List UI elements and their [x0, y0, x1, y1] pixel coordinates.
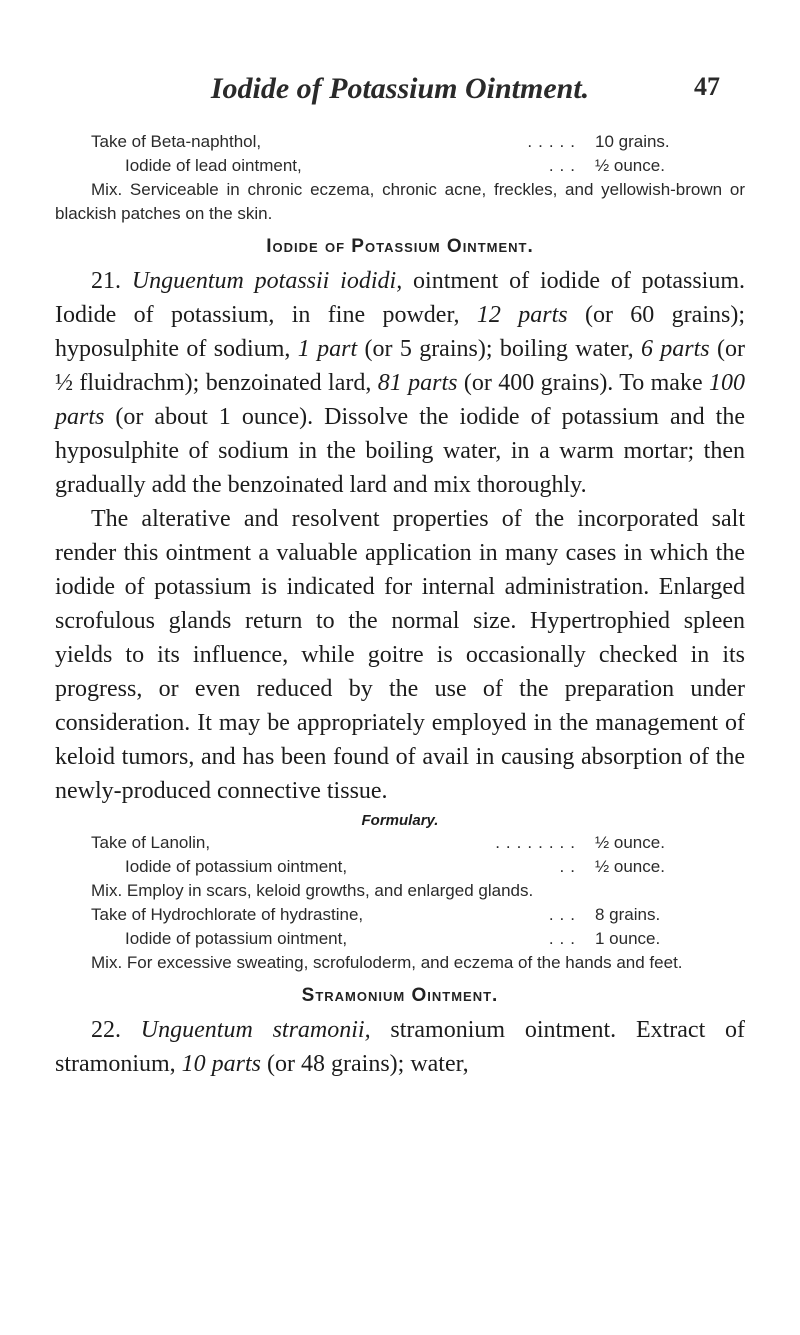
- text-run: (or 5 grains); boiling water,: [357, 336, 641, 362]
- formula-recipe: [55, 831, 745, 975]
- quantity: 10 grains.: [595, 132, 670, 151]
- section-number: 22.: [91, 1017, 121, 1043]
- recipe-line: [55, 130, 745, 154]
- latin-name: Unguentum stramonii,: [140, 1017, 371, 1043]
- quantity: 8 grains.: [595, 905, 661, 924]
- formulary-label: Formulary.: [361, 812, 439, 829]
- italic-run: 1 part: [297, 336, 358, 362]
- text-run: (or 400 grains). To make: [457, 370, 709, 396]
- quantity: ½ ounce.: [595, 156, 665, 175]
- mix-note: Mix. For excessive sweating, scrofuloderm, and eczema of the hands and feet.: [91, 953, 683, 972]
- quantity: 1 ounce.: [595, 929, 661, 948]
- text-run: (or about 1 ounce). Dissolve the iodide of potassium and the hyposulphite of sodium in the boiling water, in a warm mortar; then gradually add the benzoinated lard and mix thoroughly.: [55, 404, 745, 498]
- section-heading: Iodide of Potassium Ointment.: [266, 236, 534, 257]
- italic-run: 81 parts: [377, 370, 458, 396]
- ingredient: Take of Lanolin,: [91, 833, 211, 852]
- quantity: ½ ounce.: [595, 857, 665, 876]
- ingredient: Take of Beta-naphthol,: [91, 132, 262, 151]
- recipe-line: [55, 927, 745, 951]
- recipe-line: [55, 903, 745, 927]
- paragraph: [55, 1013, 745, 1081]
- paragraph: The alterative and resolvent properties of the incorporated salt render this ointment a valuable application in many cases in which the iodide of potassium is indicated for internal administration. Enlarged scrofulous glands return to the normal size. Hypertrophied spleen yields to its influence, while goitre is occasionally checked in its progress, or even reduced by the use of the preparation under consideration. It may be appropriately employed in the management of keloid tumors, and has been found of avail in causing absorption of the newly-produced connective tissue.: [55, 506, 745, 804]
- leader-dots: ...: [548, 156, 581, 175]
- text-run: (or 60 grains); hyposulphite of sodium,: [55, 302, 745, 362]
- italic-run: 10 parts: [181, 1051, 262, 1077]
- italic-run: 100 parts: [55, 370, 745, 430]
- paragraph: [55, 264, 745, 502]
- leader-dots: .....: [527, 132, 581, 151]
- page-content: [55, 130, 745, 1081]
- quantity: ½ ounce.: [595, 833, 665, 852]
- ingredient: Iodide of lead ointment,: [125, 156, 302, 175]
- top-recipe: [55, 130, 745, 226]
- running-title: Iodide of Potassium Ointment.: [210, 72, 590, 105]
- recipe-line: [55, 154, 745, 178]
- ingredient: Iodide of potassium ointment,: [125, 929, 348, 948]
- leader-dots: ..: [559, 857, 581, 876]
- ingredient: Take of Hydrochlorate of hydrastine,: [91, 905, 364, 924]
- mix-note: Mix. Serviceable in chronic eczema, chronic acne, freckles, and yellowish-brown or blackish patches on the skin.: [55, 180, 745, 223]
- ingredient: Iodide of potassium ointment,: [125, 857, 348, 876]
- italic-run: 12 parts: [476, 302, 568, 328]
- italic-run: 6 parts: [640, 336, 710, 362]
- latin-name: Unguentum potassii iodidi,: [131, 268, 403, 294]
- text-run: stramonium ointment. Extract of stramonium,: [55, 1017, 746, 1077]
- text-run: (or 48 grains); water,: [261, 1051, 469, 1077]
- leader-dots: ........: [495, 833, 581, 852]
- recipe-line: [55, 855, 745, 879]
- section-heading: Stramonium Ointment.: [301, 985, 499, 1006]
- section-number: 21.: [91, 268, 121, 294]
- text-run: (or ½ fluidrachm); benzoinated lard,: [55, 336, 746, 396]
- recipe-line: [55, 831, 745, 855]
- leader-dots: ...: [548, 905, 581, 924]
- mix-note: Mix. Employ in scars, keloid growths, and enlarged glands.: [91, 881, 534, 900]
- leader-dots: ...: [548, 929, 581, 948]
- text-run: ointment of iodide of potassium. Iodide of potassium, in fine powder,: [55, 268, 745, 328]
- page-number: 47: [694, 72, 720, 101]
